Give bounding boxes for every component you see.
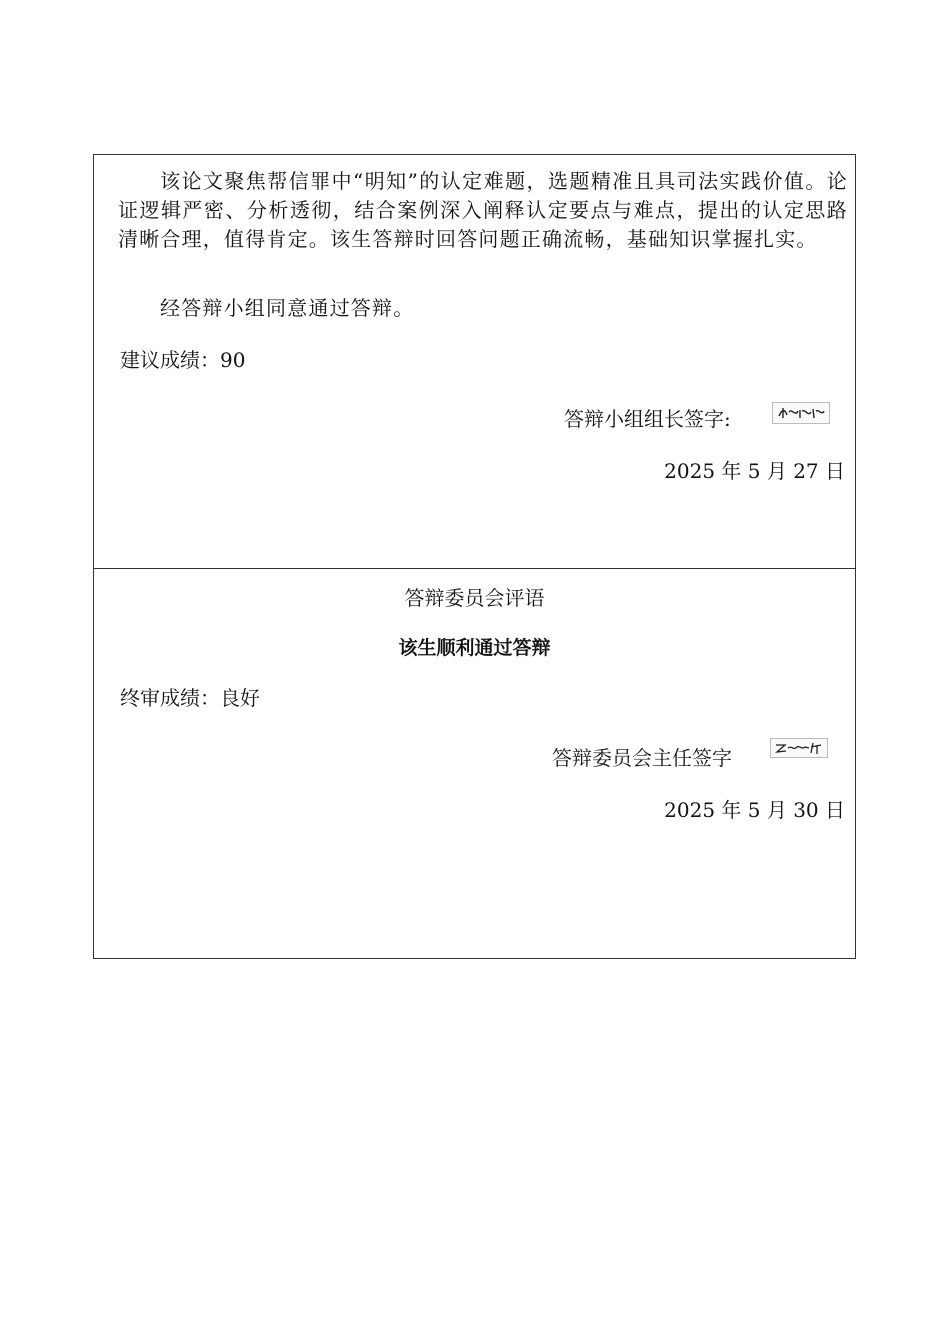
committee-date: 2025 年 5 月 30 日 xyxy=(664,798,845,822)
evaluation-table xyxy=(93,154,856,959)
handwritten-signature-icon xyxy=(773,403,829,423)
chair-signature-image xyxy=(770,738,828,758)
defense-group-review-cell xyxy=(94,155,855,569)
final-grade: 终审成绩：良好 xyxy=(120,686,260,710)
leader-signature-image xyxy=(772,402,830,424)
review-decision: 经答辩小组同意通过答辩。 xyxy=(160,296,415,320)
chair-signature-label: 答辩委员会主任签字 xyxy=(552,746,732,770)
committee-title: 答辩委员会评语 xyxy=(404,586,545,610)
committee-review-cell xyxy=(94,569,855,958)
review-date: 2025 年 5 月 27 日 xyxy=(664,459,845,483)
handwritten-signature-icon xyxy=(771,739,827,757)
committee-verdict: 该生顺利通过答辩 xyxy=(398,637,551,659)
suggested-grade: 建议成绩：90 xyxy=(120,348,246,372)
review-comment: 该论文聚焦帮信罪中“明知”的认定难题，选题精准且具司法实践价值。论证逻辑严密、分析透彻，结合案例深入阐释认定要点与难点，提出的认定思路清晰合理，值得肯定。该生答辩时回答问题正确流畅，基础知识掌握扎实。 xyxy=(118,169,848,251)
leader-signature-label: 答辩小组组长签字: xyxy=(564,407,731,431)
